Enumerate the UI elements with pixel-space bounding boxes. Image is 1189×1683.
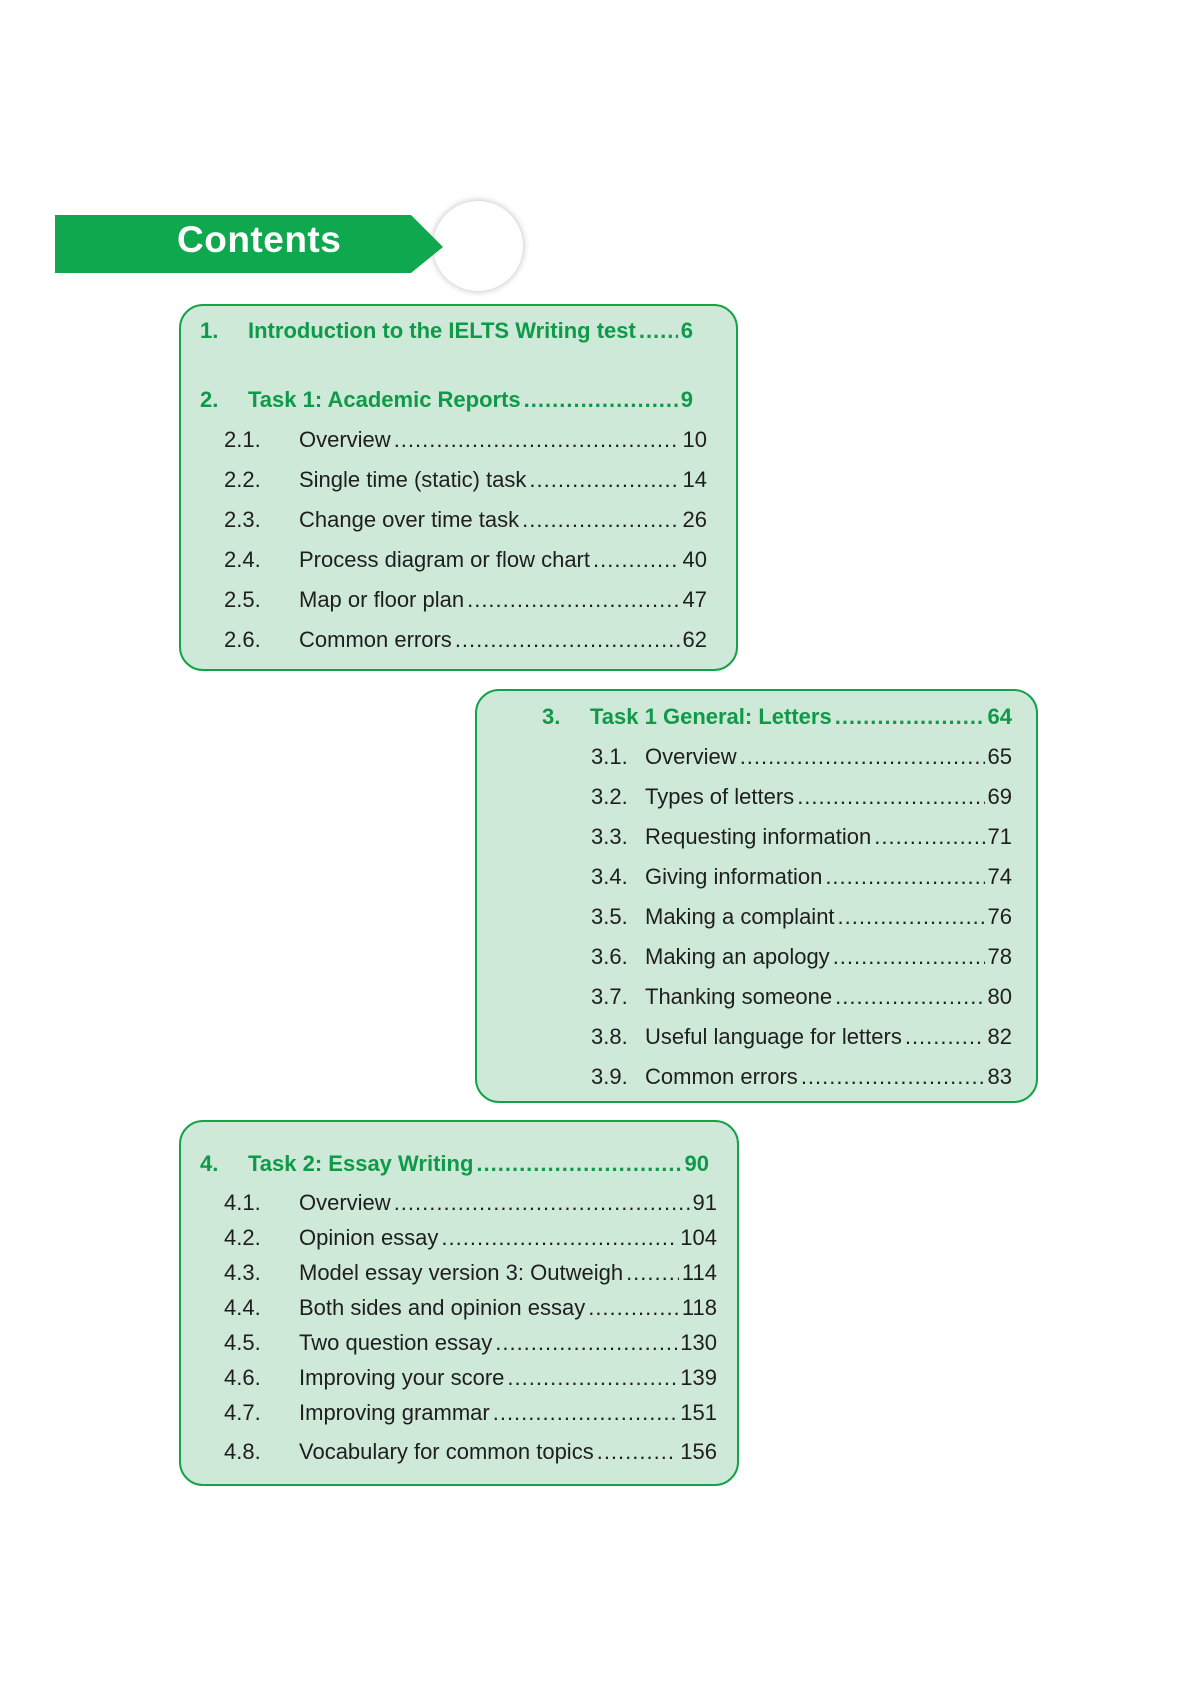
- entry-title: Making an apology: [645, 944, 830, 969]
- entry-page: 139: [680, 1365, 717, 1390]
- entry-page: 62: [682, 627, 707, 652]
- subsection-item: [224, 509, 707, 531]
- section-heading: [200, 320, 693, 342]
- entry-title: Introduction to the IELTS Writing test: [248, 318, 636, 343]
- subsection-item: [224, 1297, 717, 1319]
- dot-leader: [588, 1297, 679, 1319]
- entry-page: 26: [682, 507, 707, 532]
- entry-page: 40: [682, 547, 707, 572]
- entry-number: 2.6.: [224, 627, 261, 652]
- entry-page: 10: [682, 427, 707, 452]
- dot-leader: [593, 549, 680, 571]
- dot-leader: [455, 629, 680, 651]
- entry-number: 4.7.: [224, 1400, 261, 1425]
- entry-title: Change over time task: [299, 507, 520, 532]
- entry-title: Thanking someone: [645, 984, 833, 1009]
- entry-page: 82: [987, 1024, 1012, 1049]
- entry-title: Improving your score: [299, 1365, 505, 1390]
- subsection-item: [591, 786, 1012, 808]
- entry-number: 4.2.: [224, 1225, 261, 1250]
- entry-title: Overview: [645, 744, 737, 769]
- subsection-item: [224, 589, 707, 611]
- subsection-item: [591, 746, 1012, 768]
- page-title: Contents: [177, 219, 342, 260]
- dot-leader: [740, 746, 985, 768]
- entry-number: 2.5.: [224, 587, 261, 612]
- entry-number: 3.3.: [591, 824, 628, 849]
- subsection-item: [224, 1402, 717, 1424]
- subsection-item: [224, 1262, 717, 1284]
- subsection-item: [591, 906, 1012, 928]
- subsection-item: [591, 1066, 1012, 1088]
- entry-title: Map or floor plan: [299, 587, 465, 612]
- dot-leader: [394, 1192, 690, 1214]
- subsection-item: [591, 866, 1012, 888]
- entry-page: 74: [987, 864, 1012, 889]
- entry-page: 156: [680, 1439, 717, 1464]
- dot-leader: [835, 706, 985, 728]
- entry-title: Single time (static) task: [299, 467, 527, 492]
- entry-page: 69: [987, 784, 1012, 809]
- dot-leader: [524, 389, 678, 411]
- entry-title: Improving grammar: [299, 1400, 490, 1425]
- subsection-item: [591, 986, 1012, 1008]
- entry-number: 2.2.: [224, 467, 261, 492]
- subsection-item: [591, 946, 1012, 968]
- dot-leader: [476, 1153, 681, 1175]
- entry-page: 64: [987, 704, 1012, 729]
- entry-title: Model essay version 3: Outweigh: [299, 1260, 624, 1285]
- entry-title: Giving information: [645, 864, 823, 889]
- entry-number: 4.5.: [224, 1330, 261, 1355]
- entry-number: 4.: [200, 1151, 219, 1176]
- section-heading: [200, 1153, 709, 1175]
- entry-page: 14: [682, 467, 707, 492]
- dot-leader: [495, 1332, 677, 1354]
- entry-page: 118: [681, 1295, 717, 1320]
- entry-title: Task 2: Essay Writing: [248, 1151, 474, 1176]
- entry-page: 91: [692, 1190, 717, 1215]
- dot-leader: [838, 906, 985, 928]
- entry-title: Overview: [299, 427, 391, 452]
- entry-number: 4.4.: [224, 1295, 261, 1320]
- entry-number: 1.: [200, 318, 219, 343]
- entry-number: 3.: [542, 704, 561, 729]
- entry-number: 2.: [200, 387, 219, 412]
- entry-page: 71: [987, 824, 1012, 849]
- subsection-item: [224, 1441, 717, 1463]
- entry-title: Process diagram or flow chart: [299, 547, 590, 572]
- entry-title: Opinion essay: [299, 1225, 439, 1250]
- entry-number: 4.1.: [224, 1190, 261, 1215]
- entry-page: 9: [680, 387, 693, 412]
- entry-number: 3.5.: [591, 904, 628, 929]
- section-heading: [200, 389, 693, 411]
- dot-leader: [833, 946, 985, 968]
- entry-title: Task 1: Academic Reports: [248, 387, 521, 412]
- entry-number: 3.1.: [591, 744, 628, 769]
- subsection-item: [224, 1192, 717, 1214]
- entry-title: Requesting information: [645, 824, 872, 849]
- dot-leader: [493, 1402, 678, 1424]
- dot-leader: [801, 1066, 985, 1088]
- dot-leader: [394, 429, 680, 451]
- dot-leader: [874, 826, 984, 848]
- subsection-item: [591, 1026, 1012, 1048]
- entry-page: 151: [680, 1400, 717, 1425]
- entry-page: 6: [680, 318, 693, 343]
- entry-title: Vocabulary for common topics: [299, 1439, 594, 1464]
- subsection-item: [224, 429, 707, 451]
- subsection-item: [224, 1367, 717, 1389]
- entry-title: Both sides and opinion essay: [299, 1295, 586, 1320]
- entry-page: 65: [987, 744, 1012, 769]
- subsection-item: [224, 469, 707, 491]
- entry-number: 2.3.: [224, 507, 261, 532]
- subsection-item: [224, 629, 707, 651]
- entry-page: 83: [987, 1064, 1012, 1089]
- contents-banner: [55, 213, 485, 277]
- subsection-item: [224, 1227, 717, 1249]
- dot-leader: [797, 786, 984, 808]
- subsection-item: [224, 549, 707, 571]
- entry-page: 104: [680, 1225, 717, 1250]
- entry-number: 3.9.: [591, 1064, 628, 1089]
- dot-leader: [507, 1367, 677, 1389]
- entry-page: 90: [684, 1151, 709, 1176]
- entry-number: 3.8.: [591, 1024, 628, 1049]
- entry-number: 3.2.: [591, 784, 628, 809]
- entry-title: Two question essay: [299, 1330, 493, 1355]
- entry-page: 114: [681, 1260, 717, 1285]
- entry-number: 3.7.: [591, 984, 628, 1009]
- entry-title: Common errors: [645, 1064, 798, 1089]
- entry-page: 130: [680, 1330, 717, 1355]
- dot-leader: [529, 469, 679, 491]
- entry-number: 3.4.: [591, 864, 628, 889]
- entry-number: 4.3.: [224, 1260, 261, 1285]
- entry-number: 2.4.: [224, 547, 261, 572]
- entry-title: Types of letters: [645, 784, 795, 809]
- dot-leader: [441, 1227, 677, 1249]
- entry-page: 47: [682, 587, 707, 612]
- entry-title: Overview: [299, 1190, 391, 1215]
- dot-leader: [639, 320, 678, 342]
- entry-number: 3.6.: [591, 944, 628, 969]
- entry-title: Useful language for letters: [645, 1024, 902, 1049]
- section-heading: [542, 706, 1012, 728]
- entry-page: 78: [987, 944, 1012, 969]
- dot-leader: [467, 589, 679, 611]
- entry-page: 76: [987, 904, 1012, 929]
- entry-title: Task 1 General: Letters: [590, 704, 832, 729]
- entry-title: Making a complaint: [645, 904, 835, 929]
- entry-number: 4.6.: [224, 1365, 261, 1390]
- dot-leader: [522, 509, 679, 531]
- banner-circle-decoration: [433, 201, 523, 291]
- dot-leader: [905, 1026, 985, 1048]
- dot-leader: [835, 986, 984, 1008]
- entry-number: 4.8.: [224, 1439, 261, 1464]
- entry-number: 2.1.: [224, 427, 261, 452]
- dot-leader: [825, 866, 984, 888]
- subsection-item: [224, 1332, 717, 1354]
- dot-leader: [626, 1262, 679, 1284]
- dot-leader: [597, 1441, 678, 1463]
- entry-title: Common errors: [299, 627, 452, 652]
- entry-page: 80: [987, 984, 1012, 1009]
- subsection-item: [591, 826, 1012, 848]
